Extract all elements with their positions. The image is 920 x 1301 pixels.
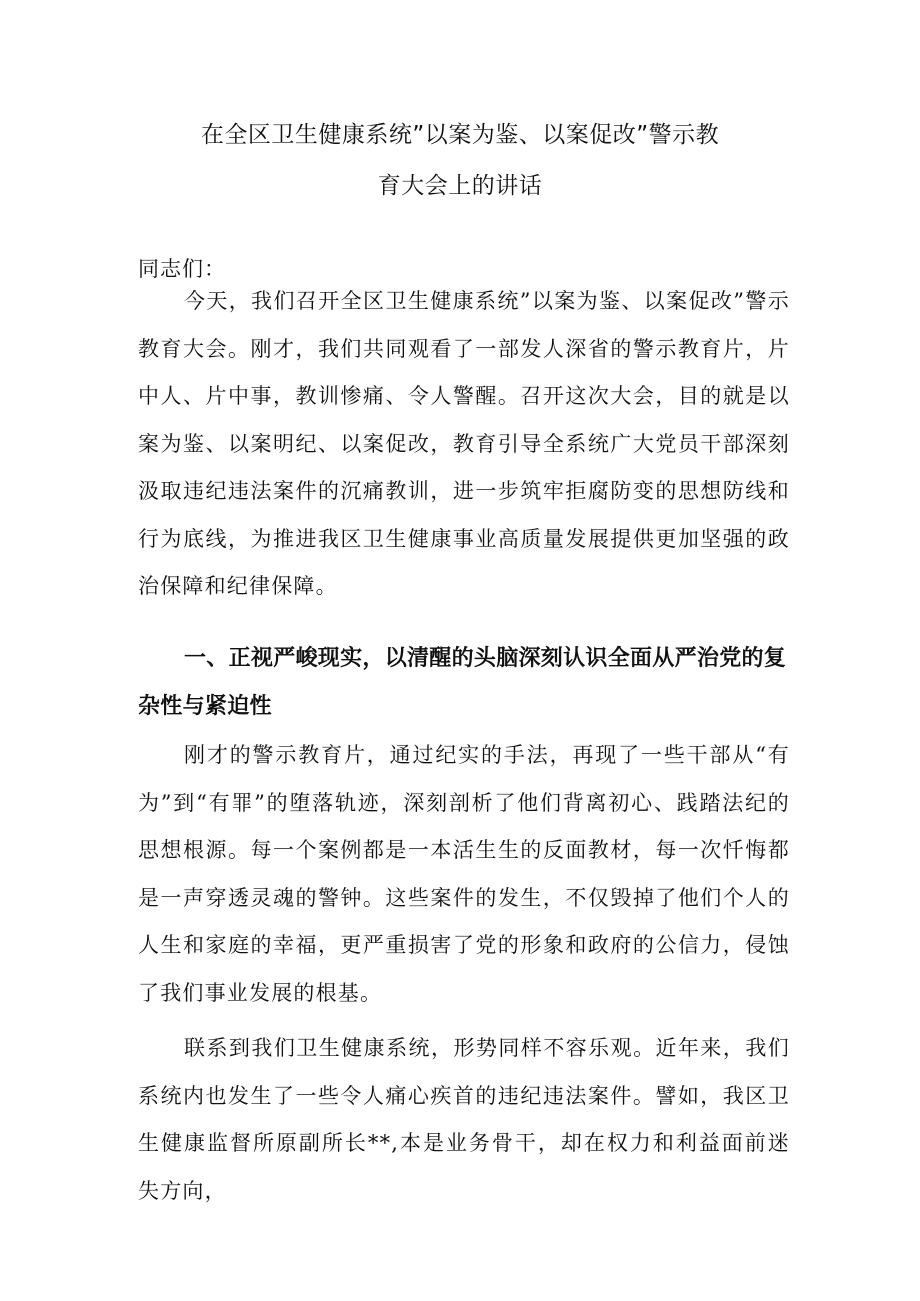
opening-paragraph: 今天，我们召开全区卫生健康系统”以案为鉴、以案促改”警示教育大会。刚才，我们共同观看了一部发人深省的警示教育片，片中人、片中事，教训惨痛、令人警醒。召开这次大会，目的就是以案为鉴、以案明纪、以案促改，教育引导全系统广大党员干部深刻汲取违纪违法案件的沉痛教训，进一步筑牢拒腐防变的思想防线和行为底线，为推进我区卫生健康事业高质量发展提供更加坚强的政治保障和纪律保障。 [138, 289, 790, 598]
document-title-line-2: 育大会上的讲话 [377, 173, 543, 199]
section-heading: 一、正视严峻现实，以清醒的头脑深刻认识全面从严治党的复杂性与紧迫性 [138, 646, 787, 719]
salutation: 同志们： [138, 257, 226, 281]
section-paragraph: 联系到我们卫生健康系统，形势同样不容乐观。近年来，我们系统内也发生了一些令人痛心疾首的违纪违法案件。譬如，我区卫生健康监督所原副所长**,本是业务骨干，却在权力和利益面前迷失方向， [138, 1036, 790, 1203]
document-title-line-1: 在全区卫生健康系统”以案为鉴、以案促改”警示教 [200, 122, 720, 148]
section-paragraph: 刚才的警示教育片，通过纪实的手法，再现了一些干部从“有为”到“有罪”的堕落轨迹，深刻剖析了他们背离初心、践踏法纪的思想根源。每一个案例都是一本活生生的反面教材，每一次忏悔都是一声穿透灵魂的警钟。这些案件的发生，不仅毁掉了他们个人的人生和家庭的幸福，更严重损害了党的形象和政府的公信力，侵蚀了我们事业发展的根基。 [138, 743, 790, 1005]
